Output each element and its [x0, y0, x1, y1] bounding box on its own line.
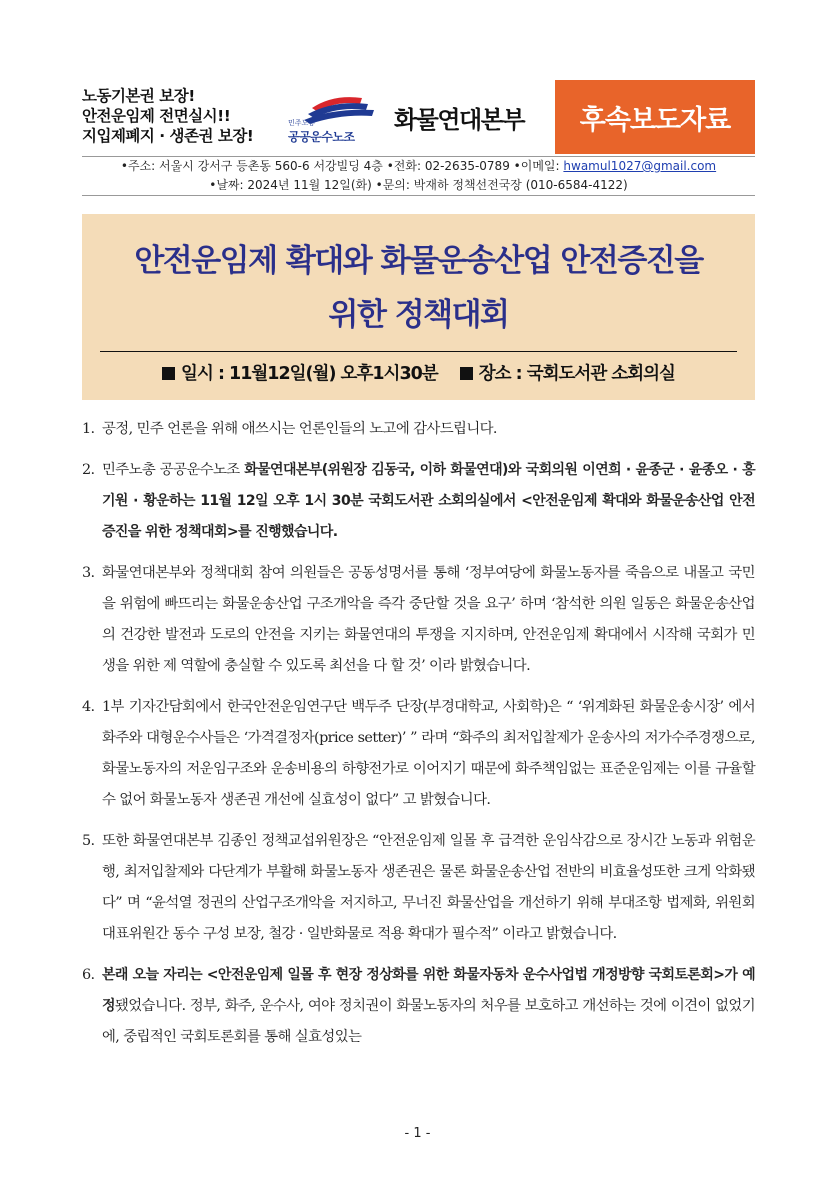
item-text — [102, 692, 755, 816]
text-segment: 1부 기자간담회에서 한국안전운임연구단 백두주 단장(부경대학교, 사회학)은 “ ‘위계화된 화물운송시장’ 에서 화주와 대형운수사들은 ‘가격결정자(price setter)’ ” 라며 “화주의 최저입찰제가 운송사의 저가수주경쟁으로, 화물노동자의 저운임구조와 운송비용의 하향전가로 이어지기 때문에 화주책임없는 표준운임제는 이를 규율할 수 없어 화물노동자 생존권 개선에 실효성이 없다” 고 밝혔습니다. — [102, 699, 755, 808]
org-name: 화물연대본부 — [394, 106, 525, 134]
bold-text: 본래 오늘 자리는 <안전운임제 일몰 후 현장 정상화를 위한 화물자동차 운수사업법 개정방향 국회토론회>가 예정 — [102, 967, 755, 1014]
square-bullet-icon — [460, 367, 473, 380]
item-number: 5. — [82, 833, 95, 849]
item-text — [102, 960, 755, 1053]
list-item — [82, 455, 755, 548]
item-number: 1. — [82, 421, 95, 437]
logo-text: 공공운수노조 — [288, 130, 355, 144]
address: •주소: 서울시 강서구 등촌동 560-6 서강빌딩 4층 — [120, 159, 383, 173]
press-release-label: 후속보도자료 — [555, 80, 755, 154]
text-segment: 또한 화물연대본부 김종인 정책교섭위원장은 “안전운임제 일몰 후 급격한 운임삭감으로 장시간 노동과 위험운행, 최저입찰제와 다단계가 부활해 화물노동자 생존권은 물론 화물운송산업 전반의 비효율성또한 크게 악화됐다” 며 “윤석열 정권의 산업구조개악을 저지하고, 무너진 화물산업을 개선하기 위해 부대조항 법제화, 위원회 대표위원간 동수 구성 보장, 철강 · 일반화물로 적용 확대가 필수적” 이라고 밝혔습니다. — [102, 833, 755, 942]
title-divider — [100, 351, 737, 352]
item-text — [102, 414, 755, 445]
inquiry: •문의: 박재하 정책선전국장 (010-6584-4122) — [375, 178, 628, 192]
page-number: - 1 - — [404, 1126, 431, 1141]
document-title — [82, 234, 755, 342]
text-segment: 민주노총 공공운수노조 — [102, 462, 245, 478]
slogan-2: 안전운임제 전면실시!! — [82, 107, 231, 125]
event-datetime: 일시 : 11월12일(월) 오후1시30분 — [181, 364, 438, 384]
square-bullet-icon — [162, 367, 175, 380]
item-number: 2. — [82, 462, 95, 478]
phone: •전화: 02-2635-0789 — [386, 159, 510, 173]
email-label: •이메일: — [513, 159, 560, 173]
contact-line-1 — [82, 157, 755, 176]
event-schedule — [82, 360, 755, 385]
list-item — [82, 960, 755, 1053]
slogan-3: 지입제폐지 · 생존권 보장! — [82, 127, 254, 145]
text-segment: 화물연대본부와 정책대회 참여 의원들은 공동성명서를 통해 ‘정부여당에 화물노동자를 죽음으로 내몰고 국민을 위험에 빠뜨리는 화물운송산업 구조개악을 즉각 중단할 것을 요구’ 하며 ‘참석한 의원 일동은 화물운송산업의 건강한 발전과 도로의 안전을 지키는 화물연대의 투쟁을 지지하며, 안전운임제 확대에서 시작해 국회가 민생을 위한 제 역할에 충실할 수 있도록 최선을 다 할 것’ 이라 밝혔습니다. — [102, 565, 755, 674]
item-text — [102, 826, 755, 950]
event-location: 장소 : 국회도서관 소회의실 — [478, 364, 675, 384]
item-number: 3. — [82, 565, 95, 581]
item-text — [102, 558, 755, 682]
slogan-1: 노동기본권 보장! — [82, 87, 195, 105]
bold-text: 화물연대본부(위원장 김동국, 이하 화물연대)와 국회의원 이연희 · 윤종군 · 윤종오 · 홍기원 · 황운하는 11월 12일 오후 1시 30분 국회도서관 소회의실에서 <안전운임제 확대와 화물운송산업 안전 증진을 위한 정책대회>를 진행했습니다. — [102, 462, 755, 540]
logo-small-text: 민주노총 — [288, 119, 316, 127]
list-item — [82, 826, 755, 950]
slogans — [82, 86, 253, 146]
email-link[interactable]: hwamul1027@gmail.com — [563, 159, 717, 173]
list-item — [82, 692, 755, 816]
item-number: 4. — [82, 699, 95, 715]
item-text — [102, 455, 755, 548]
document-body — [82, 414, 755, 1063]
title-line-1: 안전운임제 확대와 화물운송산업 안전증진을 — [134, 243, 703, 279]
item-number: 6. — [82, 967, 95, 983]
letterhead — [82, 80, 755, 154]
title-box — [82, 214, 755, 400]
text-segment: 공정, 민주 언론을 위해 애쓰시는 언론인들의 노고에 감사드립니다. — [102, 421, 497, 437]
title-line-2: 위한 정책대회 — [328, 297, 509, 333]
date: •날짜: 2024년 11월 12일(화) — [209, 178, 372, 192]
contact-line-2 — [82, 176, 755, 195]
list-item — [82, 558, 755, 682]
contact-info — [82, 156, 755, 196]
list-item — [82, 414, 755, 445]
text-segment: 됐었습니다. 정부, 화주, 운수사, 여야 정치권이 화물노동자의 처우를 보호하고 개선하는 것에 이견이 없었기에, 중립적인 국회토론회를 통해 실효성있는 — [102, 998, 755, 1045]
union-logo — [288, 88, 390, 144]
